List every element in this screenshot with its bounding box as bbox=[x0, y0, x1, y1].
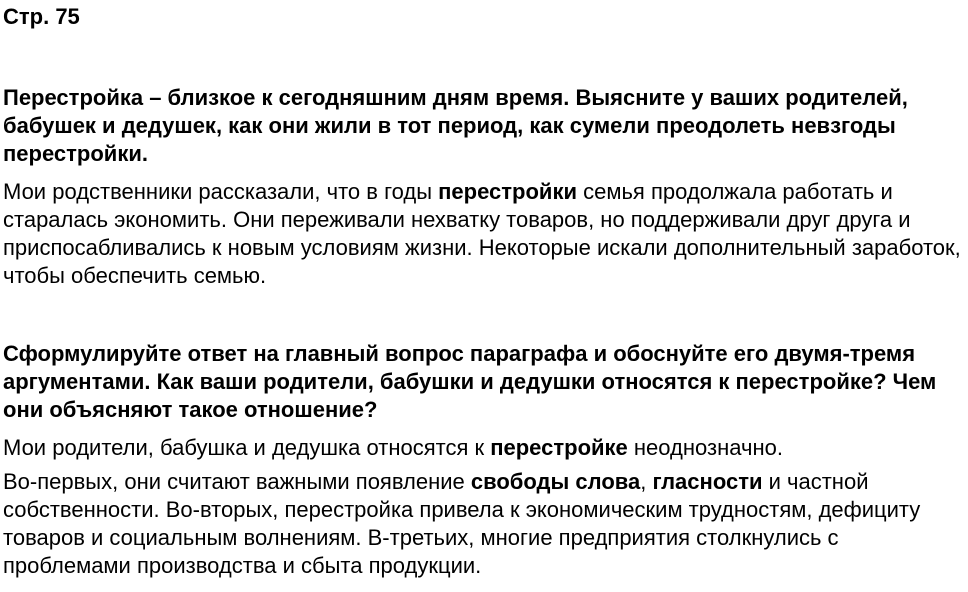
answer-2-text-start: Мои родители, бабушка и дедушка относятся к bbox=[3, 435, 491, 460]
answer-3-text-start: Во-первых, они считают важными появление bbox=[3, 469, 471, 494]
answer-1-text-end: семья продолжала работать и старалась экономить. Они переживали нехватку товаров, но поддерживали друг друга и приспосабливались к новым условиям жизни. Некоторые искали дополнительный заработок, чтобы обеспечить семью. bbox=[3, 179, 961, 288]
answer-2-bold-term: перестройке bbox=[490, 435, 628, 460]
question-2: Сформулируйте ответ на главный вопрос параграфа и обоснуйте его двумя-тремя аргументами. Как ваши родители, бабушки и дедушки относятся к перестройке? Чем они объясняют такое отношение? bbox=[3, 341, 937, 422]
answer-1-text-start: Мои родственники рассказали, что в годы bbox=[3, 179, 439, 204]
answer-3-separator: , bbox=[640, 469, 653, 494]
question-1: Перестройка – близкое к сегодняшним дням время. Выясните у ваших родителей, бабушек и дедушек, как они жили в тот период, как сумели преодолеть невзгоды перестройки. bbox=[3, 85, 908, 166]
answer-3-bold-term-1: свободы слова bbox=[470, 469, 641, 494]
answer-2-text-end: неоднозначно. bbox=[627, 435, 783, 460]
answer-3-bold-term-2: гласности bbox=[652, 469, 763, 494]
answer-2-paragraph bbox=[3, 434, 965, 462]
answer-1-paragraph bbox=[3, 178, 965, 290]
answer-1-bold-term: перестройки bbox=[438, 179, 577, 204]
answer-3-paragraph bbox=[3, 468, 965, 580]
answer-3-text-end: и частной собственности. Во-вторых, перестройка привела к экономическим трудностям, дефициту товаров и социальным волнениям. В-третьих, многие предприятия столкнулись с проблемами производства и сбыта продукции. bbox=[3, 469, 921, 578]
page-title: Стр. 75 bbox=[3, 4, 80, 29]
document-page bbox=[3, 4, 965, 580]
